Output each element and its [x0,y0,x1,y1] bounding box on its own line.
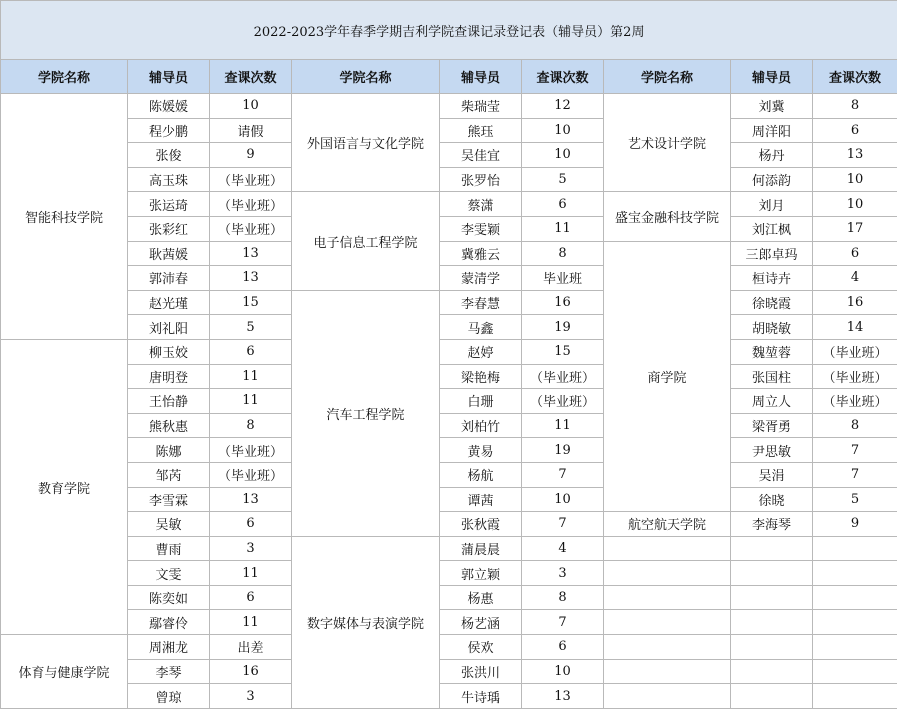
counselor-name: 陈媛媛 [128,94,210,119]
inspection-count: 10 [522,118,604,143]
inspection-count: 11 [210,610,292,635]
table-row [1,167,897,192]
counselor-name: 张罗怡 [440,167,522,192]
table-row [1,561,897,586]
inspection-count: （毕业班） [210,167,292,192]
inspection-count: 16 [522,290,604,315]
college-cell: 艺术设计学院 [604,94,731,192]
counselor-name: 赵光瑾 [128,290,210,315]
counselor-name: 张彩红 [128,216,210,241]
college-cell: 外国语言与文化学院 [292,94,440,192]
inspection-count: 11 [522,216,604,241]
inspection-count: （毕业班） [813,389,897,414]
inspection-count: 6 [813,241,897,266]
counselor-name: 陈娜 [128,438,210,463]
inspection-count: 9 [813,512,897,537]
header-counselor-1: 辅导员 [128,60,210,94]
empty-cell [813,610,897,635]
table-row [1,684,897,709]
inspection-count: 12 [522,94,604,119]
empty-cell [731,536,813,561]
counselor-name: 杨惠 [440,585,522,610]
counselor-name: 赵婷 [440,339,522,364]
inspection-count: 6 [522,635,604,660]
table-row [1,290,897,315]
counselor-name: 尹思敏 [731,438,813,463]
counselor-name: 高玉珠 [128,167,210,192]
inspection-count: 17 [813,216,897,241]
table-row [1,389,897,414]
counselor-name: 周湘龙 [128,635,210,660]
empty-cell [813,684,897,709]
counselor-name: 吴敏 [128,512,210,537]
counselor-name: 魏堃蓉 [731,339,813,364]
counselor-name: 梁胥勇 [731,413,813,438]
table-row [1,118,897,143]
inspection-count: 5 [522,167,604,192]
inspection-count: 3 [210,684,292,709]
college-cell: 教育学院 [1,339,128,634]
college-cell: 盛宝金融科技学院 [604,192,731,241]
empty-cell [604,635,731,660]
college-cell: 航空航天学院 [604,512,731,537]
inspection-count: 6 [210,585,292,610]
header-count-1: 查课次数 [210,60,292,94]
inspection-count: 5 [210,315,292,340]
inspection-count: 毕业班 [522,266,604,291]
inspection-count: 7 [522,462,604,487]
inspection-count: 14 [813,315,897,340]
counselor-name: 谭茜 [440,487,522,512]
college-cell: 电子信息工程学院 [292,192,440,290]
inspection-count: 9 [210,143,292,168]
empty-cell [731,635,813,660]
inspection-count: 7 [813,462,897,487]
counselor-name: 陈奕如 [128,585,210,610]
counselor-name: 杨艺涵 [440,610,522,635]
inspection-count: 6 [522,192,604,217]
inspection-count: （毕业班） [522,364,604,389]
counselor-name: 杨丹 [731,143,813,168]
table-row [1,413,897,438]
inspection-count: 7 [522,610,604,635]
counselor-name: 梁艳梅 [440,364,522,389]
college-cell: 商学院 [604,241,731,512]
counselor-name: 周洋阳 [731,118,813,143]
inspection-count: 13 [813,143,897,168]
counselor-name: 郭沛春 [128,266,210,291]
inspection-count: 8 [813,94,897,119]
table-row [1,536,897,561]
inspection-count: 8 [210,413,292,438]
inspection-count: （毕业班） [813,339,897,364]
counselor-name: 白珊 [440,389,522,414]
counselor-name: 蔡潇 [440,192,522,217]
counselor-name: 张俊 [128,143,210,168]
table-row [1,241,897,266]
counselor-name: 唐明登 [128,364,210,389]
inspection-count: 15 [522,339,604,364]
inspection-count: 8 [813,413,897,438]
counselor-name: 刘礼阳 [128,315,210,340]
counselor-name: 鄢睿伶 [128,610,210,635]
header-college-1: 学院名称 [1,60,128,94]
inspection-count: 请假 [210,118,292,143]
empty-cell [731,684,813,709]
empty-cell [604,659,731,684]
table-row [1,438,897,463]
inspection-count: （毕业班） [210,438,292,463]
counselor-name: 张运琦 [128,192,210,217]
counselor-name: 马鑫 [440,315,522,340]
table-row [1,659,897,684]
counselor-name: 耿茜媛 [128,241,210,266]
counselor-name: 王怡静 [128,389,210,414]
inspection-count: 3 [522,561,604,586]
college-cell: 智能科技学院 [1,94,128,340]
inspection-count: 10 [813,192,897,217]
empty-cell [813,635,897,660]
inspection-count: 6 [813,118,897,143]
college-cell: 汽车工程学院 [292,290,440,536]
counselor-name: 冀雅云 [440,241,522,266]
table-row [1,315,897,340]
table-row [1,192,897,217]
inspection-count: 11 [210,364,292,389]
table-row [1,610,897,635]
counselor-name: 蒙清学 [440,266,522,291]
counselor-name: 李雯颖 [440,216,522,241]
counselor-name: 刘柏竹 [440,413,522,438]
counselor-name: 何添韵 [731,167,813,192]
inspection-count: 13 [210,266,292,291]
counselor-name: 郭立颖 [440,561,522,586]
inspection-count: 19 [522,315,604,340]
counselor-name: 吴涓 [731,462,813,487]
counselor-name: 胡晓敏 [731,315,813,340]
inspection-count: 10 [210,94,292,119]
counselor-name: 吴佳宜 [440,143,522,168]
empty-cell [604,585,731,610]
empty-cell [604,610,731,635]
empty-cell [604,536,731,561]
table-row [1,216,897,241]
empty-cell [731,659,813,684]
header-college-2: 学院名称 [292,60,440,94]
counselor-name: 侯欢 [440,635,522,660]
counselor-name: 刘冀 [731,94,813,119]
counselor-name: 杨航 [440,462,522,487]
header-counselor-3: 辅导员 [731,60,813,94]
counselor-name: 邹芮 [128,462,210,487]
empty-cell [731,585,813,610]
header-count-3: 查课次数 [813,60,897,94]
inspection-count: 4 [813,266,897,291]
counselor-name: 曾琼 [128,684,210,709]
empty-cell [604,561,731,586]
counselor-name: 刘江枫 [731,216,813,241]
inspection-count: 6 [210,512,292,537]
empty-cell [813,585,897,610]
inspection-count: 10 [522,143,604,168]
inspection-count: 6 [210,339,292,364]
inspection-count: 11 [522,413,604,438]
sheet-title: 2022-2023学年春季学期吉利学院查课记录登记表（辅导员）第2周 [1,1,897,60]
counselor-name: 刘月 [731,192,813,217]
inspection-count: 7 [813,438,897,463]
counselor-name: 三郎卓玛 [731,241,813,266]
inspection-count: 8 [522,585,604,610]
inspection-count: 10 [522,487,604,512]
inspection-count: 16 [813,290,897,315]
empty-cell [813,536,897,561]
inspection-count: 13 [210,241,292,266]
empty-cell [731,610,813,635]
inspection-count: （毕业班） [210,192,292,217]
counselor-name: 柳玉姣 [128,339,210,364]
counselor-name: 张洪川 [440,659,522,684]
inspection-count: （毕业班） [813,364,897,389]
inspection-count: （毕业班） [522,389,604,414]
counselor-name: 柴瑞莹 [440,94,522,119]
counselor-name: 牛诗瑀 [440,684,522,709]
table-row [1,512,897,537]
counselor-name: 李琴 [128,659,210,684]
counselor-name: 熊珏 [440,118,522,143]
counselor-name: 张国柱 [731,364,813,389]
inspection-count: （毕业班） [210,462,292,487]
inspection-count: 10 [522,659,604,684]
inspection-count: 15 [210,290,292,315]
inspection-count: 16 [210,659,292,684]
table-row [1,143,897,168]
inspection-count: 10 [813,167,897,192]
table-row [1,364,897,389]
counselor-name: 李春慧 [440,290,522,315]
inspection-count: 8 [522,241,604,266]
counselor-name: 李雪霖 [128,487,210,512]
inspection-count: 4 [522,536,604,561]
empty-cell [604,684,731,709]
inspection-count: 5 [813,487,897,512]
header-college-3: 学院名称 [604,60,731,94]
counselor-name: 曹雨 [128,536,210,561]
inspection-count: 19 [522,438,604,463]
table-row [1,339,897,364]
counselor-name: 徐晓 [731,487,813,512]
college-cell: 体育与健康学院 [1,635,128,709]
counselor-name: 程少鹏 [128,118,210,143]
inspection-count: 11 [210,561,292,586]
counselor-name: 徐晓霞 [731,290,813,315]
counselor-name: 张秋霞 [440,512,522,537]
college-cell: 数字媒体与表演学院 [292,536,440,708]
inspection-count: 3 [210,536,292,561]
inspection-count: 11 [210,389,292,414]
inspection-count: 13 [210,487,292,512]
counselor-name: 周立人 [731,389,813,414]
inspection-count: 7 [522,512,604,537]
table-row [1,94,897,119]
counselor-name: 熊秋惠 [128,413,210,438]
inspection-count: 出差 [210,635,292,660]
counselor-name: 文雯 [128,561,210,586]
inspection-count: 13 [522,684,604,709]
table-row [1,462,897,487]
counselor-name: 黄易 [440,438,522,463]
counselor-name: 桓诗卉 [731,266,813,291]
table-row [1,635,897,660]
empty-cell [813,659,897,684]
empty-cell [731,561,813,586]
empty-cell [813,561,897,586]
inspection-count: （毕业班） [210,216,292,241]
table-row [1,487,897,512]
header-count-2: 查课次数 [522,60,604,94]
table-row [1,585,897,610]
counselor-name: 蒲晨晨 [440,536,522,561]
counselor-name: 李海琴 [731,512,813,537]
table-row [1,266,897,291]
header-counselor-2: 辅导员 [440,60,522,94]
